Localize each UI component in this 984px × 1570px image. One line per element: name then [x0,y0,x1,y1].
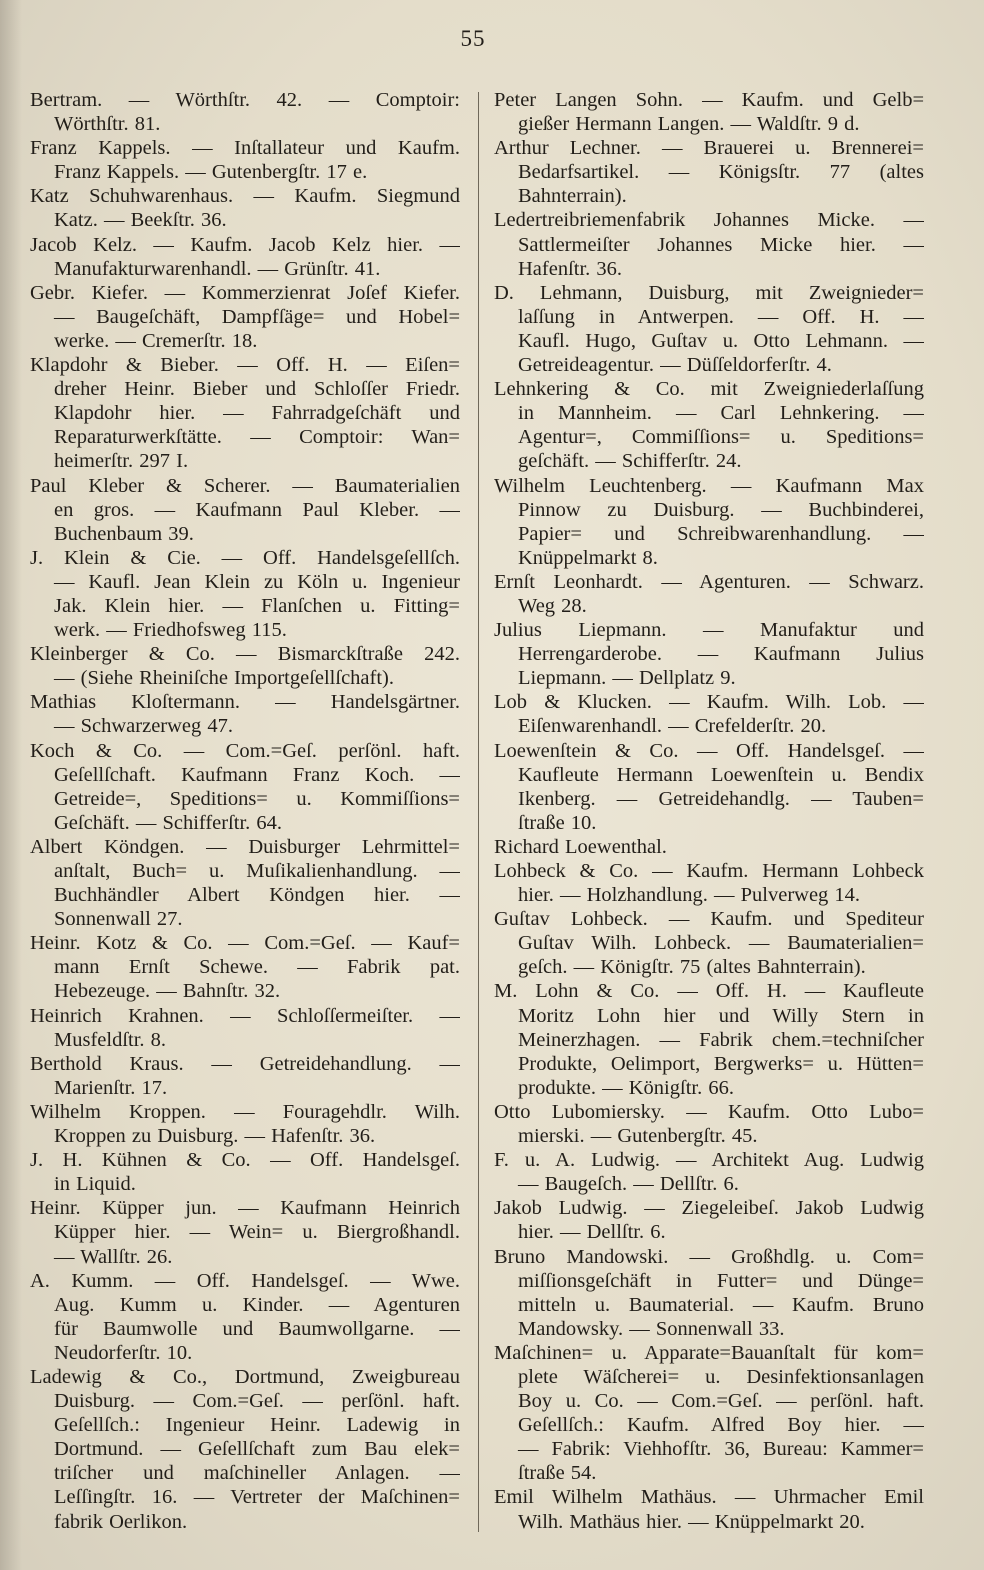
directory-entry [494,1485,924,1533]
directory-entry [30,1148,460,1196]
entry-continuation-line: — Schwarzerweg 47. [54,715,234,738]
directory-entry [494,1196,924,1244]
directory-entry [494,136,924,208]
entry-continuation-line: — Fabrik: Viehhofſtr. 36, Bureau: Kammer= [518,1438,924,1461]
entry-heading-line: A. Kumm. — Off. Handelsgeſ. — Wwe. [30,1269,460,1292]
entry-continuation-line: werke. — Cremerſtr. 18. [54,329,258,352]
entry-continuation-line: Geſchäft. — Schifferſtr. 64. [54,811,283,834]
entry-continuation-line: Produkte, Oelimport, Bergwerks= u. Hütten= [518,1052,924,1075]
entry-heading-line: Lehnkering & Co. mit Zweigniederlaſſung [494,378,924,401]
directory-entry [30,353,460,473]
directory-entry [494,474,924,570]
left-column [30,88,460,1534]
directory-entry [494,88,924,136]
entry-heading-line: Ladewig & Co., Dortmund, Zweigbureau [30,1365,460,1388]
entry-continuation-line: Franz Kappels. — Gutenbergſtr. 17 e. [54,161,368,184]
entry-continuation-line: Kaufl. Hugo, Guſtav u. Otto Lehmann. — [518,329,924,352]
entry-heading-line: Richard Loewenthal. [494,835,667,858]
entry-continuation-line: Aug. Kumm u. Kinder. — Agenturen [54,1293,460,1316]
entry-continuation-line: — Baugeſch. — Dellſtr. 6. [518,1173,739,1196]
entry-continuation-line: Kaufleute Hermann Loewenſtein u. Bendix [518,763,924,786]
entry-continuation-line: Bedarfsartikel. — Königsſtr. 77 (altes [518,161,924,184]
directory-entry [494,377,924,473]
directory-entry [30,1269,460,1365]
entry-continuation-line: Geſellſchaft. Kaufmann Franz Koch. — [54,763,460,786]
entry-heading-line: Koch & Co. — Com.=Geſ. perſönl. haft. [30,739,460,762]
entry-continuation-line: Musfeldſtr. 8. [54,1028,167,1051]
entry-heading-line: Klapdohr & Bieber. — Off. H. — Eiſen= [30,354,460,377]
entry-continuation-line: Dortmund. — Geſellſchaft zum Bau elek= [54,1438,460,1461]
entry-heading-line: Lob & Klucken. — Kaufm. Wilh. Lob. — [494,691,924,714]
entry-continuation-line: Küpper hier. — Wein= u. Biergroßhandl. [54,1221,460,1244]
entry-heading-line: Julius Liepmann. — Manufaktur und [494,619,924,642]
entry-continuation-line: miſſionsgeſchäft in Futter= und Dünge= [518,1269,924,1292]
entry-continuation-line: — Baugeſchäft, Dampfſäge= und Hobel= [54,305,460,328]
entry-continuation-line: — (Siehe Rheiniſche Importgeſellſchaft). [54,667,394,690]
entry-heading-line: Franz Kappels. — Inſtallateur und Kaufm. [30,137,460,160]
entry-continuation-line: Pinnow zu Duisburg. — Buchbinderei, [518,498,924,521]
entry-heading-line: Gebr. Kiefer. — Kommerzienrat Joſef Kiefer. [30,281,460,304]
directory-entry [494,739,924,835]
directory-entry [30,642,460,690]
directory-entry [30,690,460,738]
entry-continuation-line: laſſung in Antwerpen. — Off. H. — [518,305,924,328]
directory-entry [30,136,460,184]
entry-continuation-line: dreher Heinr. Bieber und Schloſſer Friedr. [54,378,460,401]
directory-entry [494,979,924,1099]
entry-continuation-line: Jak. Klein hier. — Flanſchen u. Fitting= [54,594,460,617]
entry-continuation-line: triſcher und maſchineller Anlagen. — [54,1462,460,1485]
entry-continuation-line: Buchhändler Albert Köndgen hier. — [54,884,460,907]
entry-continuation-line: Reparaturwerkſtätte. — Comptoir: Wan= [54,426,460,449]
entry-heading-line: J. Klein & Cie. — Off. Handelsgeſellſch. [30,546,460,569]
entry-continuation-line: Papier= und Schreibwarenhandlung. — [518,522,924,545]
entry-continuation-line: Kroppen zu Duisburg. — Hafenſtr. 36. [54,1125,376,1148]
entry-heading-line: Ledertreibriemenfabrik Johannes Micke. — [494,209,924,232]
entry-heading-line: Heinr. Küpper jun. — Kaufmann Heinrich [30,1197,460,1220]
entry-heading-line: Heinr. Kotz & Co. — Com.=Geſ. — Kauf= [30,932,460,955]
entry-continuation-line: anſtalt, Buch= u. Muſikalienhandlung. — [54,860,460,882]
directory-entry [30,739,460,835]
entry-heading-line: Mathias Kloſtermann. — Handelsgärtner. [30,691,460,714]
entry-continuation-line: Manufakturwarenhandl. — Grünſtr. 41. [54,257,381,280]
directory-entry [494,690,924,738]
directory-entry [30,1196,460,1268]
directory-entry [494,859,924,907]
directory-entry [494,907,924,979]
entry-continuation-line: Wörthſtr. 81. [54,113,161,136]
directory-entry [494,1245,924,1341]
entry-heading-line: Jakob Ludwig. — Ziegeleibeſ. Jakob Ludwig [494,1197,924,1220]
entry-heading-line: Bertram. — Wörthſtr. 42. — Comptoir: [30,89,460,111]
entry-continuation-line: mann Ernſt Schewe. — Fabrik pat. [54,956,460,979]
entry-heading-line: Bruno Mandowski. — Großhdlg. u. Com= [494,1245,924,1268]
page-edge-shadow [0,0,22,1570]
entry-heading-line: Paul Kleber & Scherer. — Baumaterialien [30,474,460,497]
directory-entry [30,1004,460,1052]
entry-continuation-line: — Kaufl. Jean Klein zu Köln u. Ingenieur [54,570,460,593]
entry-continuation-line: Wilh. Mathäus hier. — Knüppelmarkt 20. [518,1510,865,1533]
entry-continuation-line: Ikenberg. — Getreidehandlg. — Tauben= [518,787,924,810]
entry-continuation-line: Neudorferſtr. 10. [54,1341,193,1364]
entry-heading-line: Ernſt Leonhardt. — Agenturen. — Schwarz. [494,570,924,593]
entry-continuation-line: Boy u. Co. — Com.=Geſ. — perſönl. haft. [518,1390,924,1413]
directory-entry [494,281,924,377]
entry-continuation-line: Marienſtr. 17. [54,1076,168,1099]
page-number: 55 [460,26,486,51]
entry-continuation-line: Geſellſch.: Ingenieur Heinr. Ladewig in [54,1414,460,1437]
entry-continuation-line: Mandowsky. — Sonnenwall 33. [518,1317,785,1340]
entry-continuation-line: plete Wäſcherei= u. Desinfektionsanlagen [518,1365,924,1388]
entry-heading-line: Albert Köndgen. — Duisburger Lehrmittel= [30,835,460,858]
directory-entry [494,618,924,690]
entry-continuation-line: Katz. — Beekſtr. 36. [54,209,227,232]
directory-entry [30,546,460,642]
entry-continuation-line: — Wallſtr. 26. [54,1245,173,1268]
entry-heading-line: Otto Lubomiersky. — Kaufm. Otto Lubo= [494,1100,924,1123]
directory-entry [30,1365,460,1534]
entry-continuation-line: für Baumwolle und Baumwollgarne. — [54,1317,460,1340]
entry-continuation-line: Klapdohr hier. — Fahrradgeſchäft und [54,402,460,425]
directory-entry [30,931,460,1003]
entry-continuation-line: Sonnenwall 27. [54,908,183,931]
entry-heading-line: Jacob Kelz. — Kaufm. Jacob Kelz hier. — [30,233,460,256]
directory-entry [30,184,460,232]
entry-continuation-line: Herrengarderobe. — Kaufmann Julius [518,643,924,666]
entry-continuation-line: Moritz Lohn hier und Willy Stern in [518,1004,924,1027]
entry-continuation-line: Weg 28. [518,594,587,617]
entry-heading-line: Kleinberger & Co. — Bismarckſtraße 242. [30,643,460,666]
directory-entry [30,281,460,353]
entry-heading-line: Wilhelm Kroppen. — Fouragehdlr. Wilh. [30,1100,460,1123]
right-column [494,88,924,1534]
entry-heading-line: Heinrich Krahnen. — Schloſſermeiſter. — [30,1004,460,1027]
entry-continuation-line: Guſtav Wilh. Lohbeck. — Baumaterialien= [518,932,924,955]
entry-continuation-line: in Liquid. [54,1173,136,1196]
entry-heading-line: J. H. Kühnen & Co. — Off. Handelsgeſ. [30,1149,460,1172]
entry-continuation-line: Hafenſtr. 36. [518,257,623,280]
entry-heading-line: Berthold Kraus. — Getreidehandlung. — [30,1052,460,1075]
entry-heading-line: Lohbeck & Co. — Kaufm. Hermann Lohbeck [494,860,924,882]
directory-entry [30,1052,460,1100]
entry-heading-line: Peter Langen Sohn. — Kaufm. und Gelb= [494,89,924,111]
directory-entry [494,1341,924,1486]
entry-heading-line: Maſchinen= u. Apparate=Bauanſtalt für kom= [494,1341,924,1364]
entry-continuation-line: Liepmann. — Dellplatz 9. [518,667,736,690]
entry-heading-line: Emil Wilhelm Mathäus. — Uhrmacher Emil [494,1486,924,1509]
entry-continuation-line: gießer Hermann Langen. — Waldſtr. 9 d. [518,113,860,136]
entry-continuation-line: Agentur=, Commiſſions= u. Speditions= [518,426,924,449]
entry-continuation-line: geſchäft. — Schifferſtr. 24. [518,450,742,473]
entry-continuation-line: produkte. — Königſtr. 66. [518,1076,734,1099]
entry-continuation-line: en gros. — Kaufmann Paul Kleber. — [54,498,460,521]
entry-continuation-line: Knüppelmarkt 8. [518,546,658,569]
entry-continuation-line: Hebezeuge. — Bahnſtr. 32. [54,980,281,1003]
entry-continuation-line: mitteln u. Baumaterial. — Kaufm. Bruno [518,1293,924,1316]
entry-continuation-line: ſtraße 54. [518,1462,597,1485]
entry-heading-line: Katz Schuhwarenhaus. — Kaufm. Siegmund [30,185,460,208]
entry-continuation-line: Leſſingſtr. 16. — Vertreter der Maſchinen= [54,1486,460,1509]
entry-heading-line: Guſtav Lohbeck. — Kaufm. und Spediteur [494,908,924,931]
entry-continuation-line: Getreide=, Speditions= u. Kommiſſions= [54,787,460,810]
directory-entry [30,88,460,136]
entry-continuation-line: Meinerzhagen. — Fabrik chem.=techniſcher [518,1028,924,1051]
directory-entry [494,1100,924,1148]
entry-continuation-line: Duisburg. — Com.=Geſ. — perſönl. haft. [54,1390,460,1413]
directory-entry [494,835,924,859]
entry-continuation-line: werk. — Friedhofsweg 115. [54,619,287,642]
entry-heading-line: Wilhelm Leuchtenberg. — Kaufmann Max [494,474,924,497]
directory-entry [494,570,924,618]
entry-continuation-line: in Mannheim. — Carl Lehnkering. — [518,402,924,425]
entry-continuation-line: Sattlermeiſter Johannes Micke hier. — [518,233,924,256]
entry-continuation-line: mierski. — Gutenbergſtr. 45. [518,1125,758,1148]
entry-continuation-line: geſch. — Königſtr. 75 (altes Bahnterrain). [518,956,866,979]
entry-heading-line: Arthur Lechner. — Brauerei u. Brennerei= [494,137,924,160]
entry-heading-line: Loewenſtein & Co. — Off. Handelsgeſ. — [494,739,924,762]
entry-continuation-line: Bahnterrain). [518,185,627,208]
directory-entry [30,474,460,546]
entry-continuation-line: heimerſtr. 297 I. [54,450,189,473]
entry-heading-line: D. Lehmann, Duisburg, mit Zweignieder= [494,281,924,304]
entry-continuation-line: fabrik Oerlikon. [54,1510,188,1533]
directory-entry [494,208,924,280]
entry-continuation-line: Getreideagentur. — Düſſeldorferſtr. 4. [518,354,832,377]
entry-continuation-line: hier. — Dellſtr. 6. [518,1221,666,1244]
entry-heading-line: F. u. A. Ludwig. — Architekt Aug. Ludwig [494,1149,924,1172]
directory-entry [30,835,460,931]
entry-continuation-line: ſtraße 10. [518,811,597,834]
column-divider [478,92,479,1532]
directory-entry [494,1148,924,1196]
entry-continuation-line: hier. — Holzhandlung. — Pulverweg 14. [518,884,861,907]
entry-heading-line: M. Lohn & Co. — Off. H. — Kaufleute [494,980,924,1003]
entry-continuation-line: Buchenbaum 39. [54,522,194,545]
entry-continuation-line: Geſellſch.: Kaufm. Alfred Boy hier. — [518,1414,924,1437]
directory-entry [30,1100,460,1148]
entry-continuation-line: Eiſenwarenhandl. — Crefelderſtr. 20. [518,715,827,738]
directory-entry [30,233,460,281]
